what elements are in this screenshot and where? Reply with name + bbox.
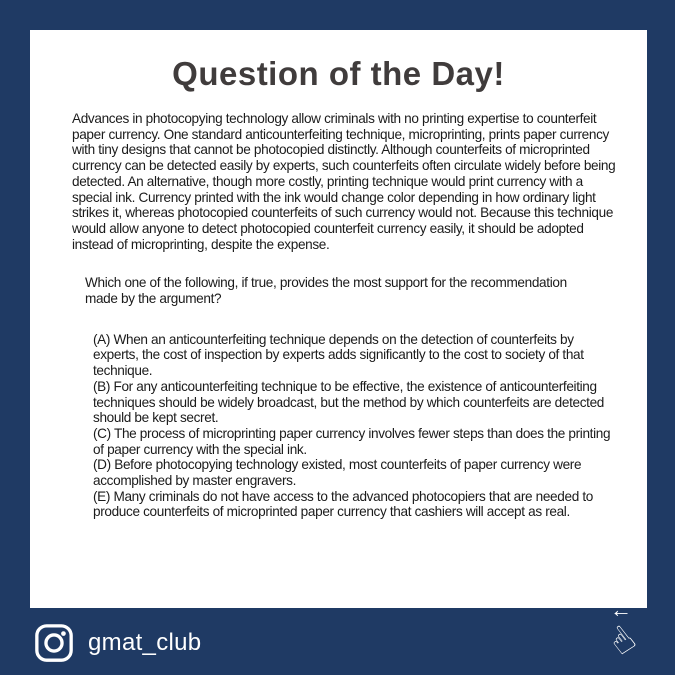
swipe-left-indicator[interactable] — [593, 597, 655, 664]
option-a: (A) When an anticounterfeiting technique depends on the detection of counterfeits by experts, the cost of inspection by experts adds significantly to the cost to society of that technique. — [93, 331, 584, 379]
option-b: (B) For any anticounterfeiting technique to be effective, the existence of anticounterfeiting techniques should be widely broadcast, but the method by which counterfeits are detected should be kept secret. — [93, 378, 605, 426]
options-list — [93, 332, 620, 520]
handle-text: gmat_club — [88, 629, 202, 656]
left-arrow-icon: ← — [610, 597, 632, 622]
option-c: (C) The process of microprinting paper currency involves fewer steps than does the printing of paper currency with the special ink. — [93, 425, 611, 457]
option-d: (D) Before photocopying technology existed, most counterfeits of paper currency were accomplished by master engravers. — [93, 457, 582, 489]
swipe-hand-icon: ☝ — [601, 618, 644, 664]
question-prompt: Which one of the following, if true, provides the most support for the recommendation made by the argument? — [85, 275, 567, 307]
instagram-icon — [33, 622, 75, 664]
passage-text: Advances in photocopying technology allow criminals with no printing expertise to counterfeit paper currency. One standard anticounterfeiting technique, microprinting, prints paper currency with tiny designs that cannot be photocopied distinctly. Although counterfeits of microprinted currency can be detected easily by experts, such counterfeits often circulate widely before being detected. An alternative, though more costly, printing technique would print currency with a special ink. Currency printed with the ink would change color depending in how ordinary light strikes it, whereas photocopied counterfeits of such currency would not. Because this technique would allow anyone to detect photocopied counterfeit currency easily, it should be adopted instead of microprinting, despite the expense. — [72, 111, 616, 252]
page-title: Question of the Day! — [172, 55, 505, 92]
instagram-handle[interactable] — [33, 620, 201, 666]
option-e: (E) Many criminals do not have access to the advanced photocopiers that are needed to produce counterfeits of microprinted paper currency that cashiers will accept as real. — [93, 488, 593, 520]
question-card — [30, 30, 647, 608]
